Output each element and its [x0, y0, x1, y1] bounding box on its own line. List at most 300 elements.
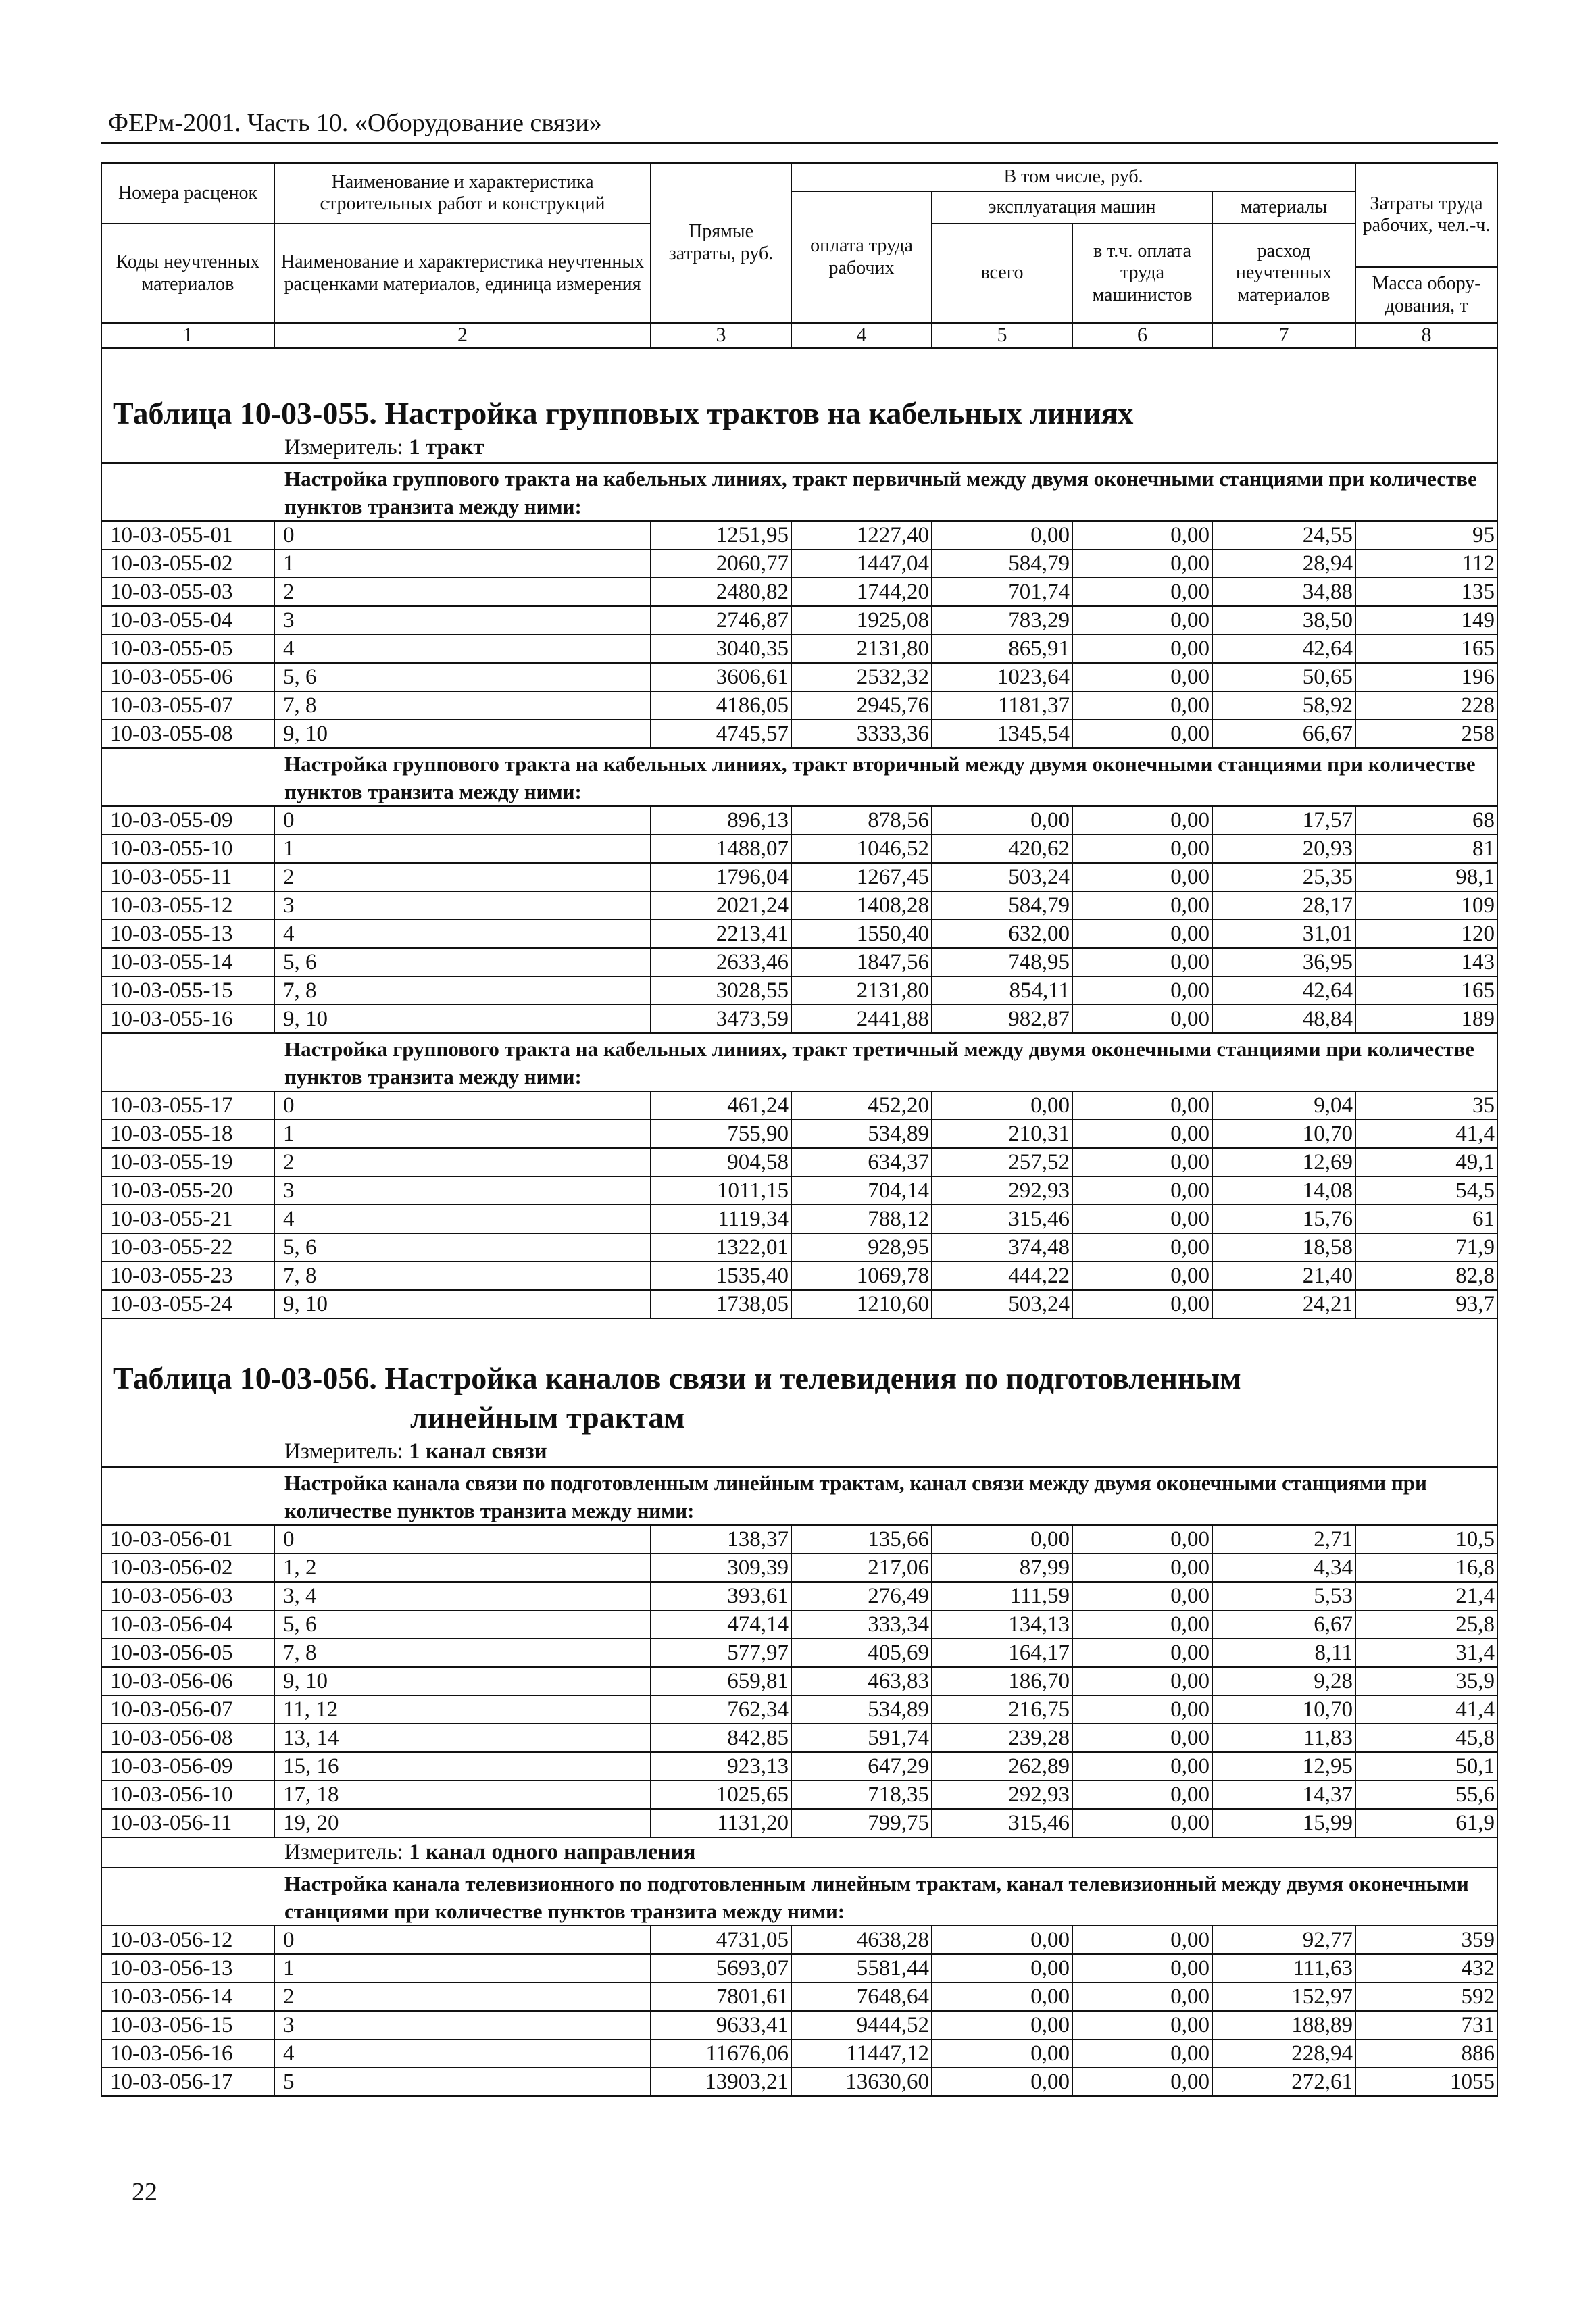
- value-cell: 0,00: [1072, 1091, 1212, 1120]
- value-cell: 0,00: [1072, 1610, 1212, 1639]
- value-cell: 0,00: [1072, 663, 1212, 691]
- value-cell: 0,00: [1072, 976, 1212, 1005]
- header-machine-operation: эксплуатация машин: [932, 191, 1212, 224]
- rate-code: 10-03-055-09: [101, 806, 274, 835]
- table-row: [101, 634, 1497, 663]
- column-number-row: [101, 323, 1497, 348]
- value-cell: 4745,57: [651, 720, 791, 748]
- measure-row: [101, 1437, 1497, 1467]
- value-cell: 81: [1355, 835, 1497, 863]
- rate-code: 10-03-055-16: [101, 1005, 274, 1033]
- value-cell: 82,8: [1355, 1262, 1497, 1290]
- table-row: [101, 835, 1497, 863]
- value-cell: 591,74: [791, 1724, 932, 1752]
- value-cell: 11676,06: [651, 2039, 791, 2068]
- value-cell: 3606,61: [651, 663, 791, 691]
- value-cell: 111,59: [932, 1582, 1072, 1610]
- rate-code: 10-03-055-01: [101, 521, 274, 549]
- value-cell: 659,81: [651, 1667, 791, 1695]
- table-row: [101, 891, 1497, 920]
- table-row: [101, 578, 1497, 606]
- measure-value: 1 тракт: [409, 434, 484, 459]
- value-cell: 2131,80: [791, 634, 932, 663]
- transit-points: 9, 10: [274, 1005, 651, 1033]
- table-row: [101, 1290, 1497, 1318]
- column-number: 7: [1212, 323, 1355, 348]
- value-cell: 189: [1355, 1005, 1497, 1033]
- value-cell: 1447,04: [791, 549, 932, 578]
- table-title-row: [101, 1318, 1497, 1437]
- value-cell: 228,94: [1212, 2039, 1355, 2068]
- value-cell: 292,93: [932, 1176, 1072, 1205]
- table-row: [101, 976, 1497, 1005]
- value-cell: 1046,52: [791, 835, 932, 863]
- transit-points: 1: [274, 1954, 651, 1983]
- value-cell: 41,4: [1355, 1695, 1497, 1724]
- value-cell: 0,00: [1072, 1926, 1212, 1954]
- rate-code: 10-03-056-15: [101, 2011, 274, 2039]
- value-cell: 315,46: [932, 1809, 1072, 1837]
- value-cell: 1322,01: [651, 1233, 791, 1262]
- value-cell: 982,87: [932, 1005, 1072, 1033]
- value-cell: 1251,95: [651, 521, 791, 549]
- value-cell: 0,00: [1072, 1120, 1212, 1148]
- header-material-name: Наименование и характеристика неучтенных расценками материалов, единица измерения: [274, 224, 651, 323]
- value-cell: 1925,08: [791, 606, 932, 634]
- value-cell: 1488,07: [651, 835, 791, 863]
- transit-points: 9, 10: [274, 1290, 651, 1318]
- value-cell: 13630,60: [791, 2068, 932, 2096]
- value-cell: 87,99: [932, 1553, 1072, 1582]
- table-title-line: Таблица 10-03-055. Настройка групповых трактов на кабельных линиях: [113, 395, 1134, 430]
- value-cell: 93,7: [1355, 1290, 1497, 1318]
- value-cell: 9633,41: [651, 2011, 791, 2039]
- rate-code: 10-03-055-12: [101, 891, 274, 920]
- value-cell: 3473,59: [651, 1005, 791, 1033]
- table-row: [101, 2011, 1497, 2039]
- value-cell: 393,61: [651, 1582, 791, 1610]
- value-cell: 0,00: [1072, 634, 1212, 663]
- value-cell: 138,37: [651, 1525, 791, 1553]
- transit-points: 0: [274, 1926, 651, 1954]
- transit-points: 3: [274, 891, 651, 920]
- value-cell: 17,57: [1212, 806, 1355, 835]
- value-cell: 4186,05: [651, 691, 791, 720]
- transit-points: 7, 8: [274, 1262, 651, 1290]
- value-cell: 1210,60: [791, 1290, 932, 1318]
- column-number: 4: [791, 323, 932, 348]
- header-machinist-pay: в т.ч. оплата труда машинистов: [1072, 224, 1212, 323]
- value-cell: 1550,40: [791, 920, 932, 948]
- table-row: [101, 1148, 1497, 1176]
- value-cell: 0,00: [1072, 891, 1212, 920]
- value-cell: 854,11: [932, 976, 1072, 1005]
- value-cell: 0,00: [1072, 806, 1212, 835]
- value-cell: 878,56: [791, 806, 932, 835]
- rate-code: 10-03-056-03: [101, 1582, 274, 1610]
- value-cell: 24,55: [1212, 521, 1355, 549]
- value-cell: 0,00: [1072, 835, 1212, 863]
- transit-points: 5, 6: [274, 663, 651, 691]
- value-cell: 34,88: [1212, 578, 1355, 606]
- value-cell: 120: [1355, 920, 1497, 948]
- transit-points: 0: [274, 1525, 651, 1553]
- value-cell: 647,29: [791, 1752, 932, 1781]
- value-cell: 14,37: [1212, 1781, 1355, 1809]
- value-cell: 0,00: [932, 2068, 1072, 2096]
- value-cell: 5693,07: [651, 1954, 791, 1983]
- column-number: 1: [101, 323, 274, 348]
- value-cell: 2060,77: [651, 549, 791, 578]
- transit-points: 19, 20: [274, 1809, 651, 1837]
- value-cell: 0,00: [932, 1926, 1072, 1954]
- value-cell: 95: [1355, 521, 1497, 549]
- value-cell: 68: [1355, 806, 1497, 835]
- value-cell: 333,34: [791, 1610, 932, 1639]
- value-cell: 210,31: [932, 1120, 1072, 1148]
- value-cell: 38,50: [1212, 606, 1355, 634]
- table-row: [101, 549, 1497, 578]
- value-cell: 577,97: [651, 1639, 791, 1667]
- value-cell: 0,00: [1072, 1781, 1212, 1809]
- value-cell: 4,34: [1212, 1553, 1355, 1582]
- value-cell: 0,00: [1072, 691, 1212, 720]
- value-cell: 748,95: [932, 948, 1072, 976]
- value-cell: 1408,28: [791, 891, 932, 920]
- transit-points: 9, 10: [274, 1667, 651, 1695]
- value-cell: 2945,76: [791, 691, 932, 720]
- rate-code: 10-03-055-15: [101, 976, 274, 1005]
- value-cell: 0,00: [1072, 1954, 1212, 1983]
- value-cell: 9444,52: [791, 2011, 932, 2039]
- value-cell: 2532,32: [791, 663, 932, 691]
- transit-points: 1: [274, 835, 651, 863]
- transit-points: 7, 8: [274, 976, 651, 1005]
- value-cell: 0,00: [1072, 606, 1212, 634]
- section-heading-row: [101, 1033, 1497, 1091]
- rate-code: 10-03-055-08: [101, 720, 274, 748]
- transit-points: 3: [274, 1176, 651, 1205]
- table-title-line: линейным трактам: [410, 1399, 685, 1435]
- value-cell: 55,6: [1355, 1781, 1497, 1809]
- measure-value: 1 канал одного направления: [409, 1840, 696, 1865]
- table-row: [101, 1582, 1497, 1610]
- rate-code: 10-03-055-06: [101, 663, 274, 691]
- section-heading: Настройка группового тракта на кабельных линиях, тракт третичный между двумя оконечными станциями при количестве пунктов транзита между ними:: [101, 1033, 1497, 1091]
- value-cell: 886: [1355, 2039, 1497, 2068]
- value-cell: 24,21: [1212, 1290, 1355, 1318]
- transit-points: 0: [274, 1091, 651, 1120]
- value-cell: 165: [1355, 976, 1497, 1005]
- value-cell: 98,1: [1355, 863, 1497, 891]
- transit-points: 3, 4: [274, 1582, 651, 1610]
- transit-points: 1: [274, 549, 651, 578]
- value-cell: 0,00: [1072, 578, 1212, 606]
- table-row: [101, 1120, 1497, 1148]
- table-row: [101, 1926, 1497, 1954]
- value-cell: 9,28: [1212, 1667, 1355, 1695]
- value-cell: 2480,82: [651, 578, 791, 606]
- value-cell: 186,70: [932, 1667, 1072, 1695]
- value-cell: 592: [1355, 1983, 1497, 2011]
- rate-code: 10-03-056-17: [101, 2068, 274, 2096]
- transit-points: 7, 8: [274, 1639, 651, 1667]
- value-cell: 1119,34: [651, 1205, 791, 1233]
- rate-code: 10-03-056-01: [101, 1525, 274, 1553]
- section-heading: Настройка группового тракта на кабельных линиях, тракт вторичный между двумя оконечными станциями при количестве пунктов транзита между ними:: [101, 748, 1497, 806]
- value-cell: 258: [1355, 720, 1497, 748]
- value-cell: 12,69: [1212, 1148, 1355, 1176]
- header-worker-pay: оплата труда рабочих: [791, 191, 932, 323]
- value-cell: 2,71: [1212, 1525, 1355, 1553]
- value-cell: 11,83: [1212, 1724, 1355, 1752]
- header-including: В том числе, руб.: [791, 163, 1355, 191]
- value-cell: 452,20: [791, 1091, 932, 1120]
- value-cell: 239,28: [932, 1724, 1072, 1752]
- value-cell: 216,75: [932, 1695, 1072, 1724]
- section-heading: Настройка канала телевизионного по подготовленным линейным трактам, канал телевизионный между двумя оконечными станциями при количестве пунктов транзита между ними:: [101, 1868, 1497, 1926]
- value-cell: 3333,36: [791, 720, 932, 748]
- value-cell: 0,00: [932, 1983, 1072, 2011]
- transit-points: 7, 8: [274, 691, 651, 720]
- rate-code: 10-03-055-10: [101, 835, 274, 863]
- value-cell: 0,00: [1072, 920, 1212, 948]
- value-cell: 25,35: [1212, 863, 1355, 891]
- value-cell: 0,00: [1072, 1724, 1212, 1752]
- header-work-name: Наименование и характеристика строительных работ и конструкций: [274, 163, 651, 224]
- value-cell: 4731,05: [651, 1926, 791, 1954]
- value-cell: 923,13: [651, 1752, 791, 1781]
- value-cell: 783,29: [932, 606, 1072, 634]
- value-cell: 420,62: [932, 835, 1072, 863]
- value-cell: 36,95: [1212, 948, 1355, 976]
- column-number: 6: [1072, 323, 1212, 348]
- value-cell: 217,06: [791, 1553, 932, 1582]
- rate-code: 10-03-056-10: [101, 1781, 274, 1809]
- table-row: [101, 920, 1497, 948]
- rate-code: 10-03-055-13: [101, 920, 274, 948]
- header-rate-numbers: Номера расценок: [101, 163, 274, 224]
- value-cell: 0,00: [932, 2011, 1072, 2039]
- table-row: [101, 1525, 1497, 1553]
- value-cell: 1023,64: [932, 663, 1072, 691]
- value-cell: 632,00: [932, 920, 1072, 948]
- value-cell: 292,93: [932, 1781, 1072, 1809]
- value-cell: 58,92: [1212, 691, 1355, 720]
- value-cell: 188,89: [1212, 2011, 1355, 2039]
- table-row: [101, 1809, 1497, 1837]
- table-row: [101, 1610, 1497, 1639]
- section-heading-row: [101, 1868, 1497, 1926]
- table-title: [101, 347, 1497, 432]
- section-heading-row: [101, 463, 1497, 521]
- transit-points: 4: [274, 2039, 651, 2068]
- header-equipment-mass: Масса обору-дования, т: [1355, 267, 1497, 323]
- table-row: [101, 691, 1497, 720]
- transit-points: 4: [274, 634, 651, 663]
- value-cell: 1267,45: [791, 863, 932, 891]
- value-cell: 374,48: [932, 1233, 1072, 1262]
- value-cell: 0,00: [1072, 2011, 1212, 2039]
- rate-code: 10-03-055-22: [101, 1233, 274, 1262]
- column-number: 8: [1355, 323, 1497, 348]
- value-cell: 634,37: [791, 1148, 932, 1176]
- value-cell: 10,70: [1212, 1695, 1355, 1724]
- value-cell: 12,95: [1212, 1752, 1355, 1781]
- table-row: [101, 1954, 1497, 1983]
- rate-code: 10-03-056-09: [101, 1752, 274, 1781]
- value-cell: 5,53: [1212, 1582, 1355, 1610]
- value-cell: 896,13: [651, 806, 791, 835]
- value-cell: 1069,78: [791, 1262, 932, 1290]
- value-cell: 0,00: [1072, 1290, 1212, 1318]
- value-cell: 503,24: [932, 863, 1072, 891]
- value-cell: 25,8: [1355, 1610, 1497, 1639]
- value-cell: 1011,15: [651, 1176, 791, 1205]
- value-cell: 228: [1355, 691, 1497, 720]
- rate-code: 10-03-055-24: [101, 1290, 274, 1318]
- transit-points: 1: [274, 1120, 651, 1148]
- value-cell: 0,00: [1072, 1695, 1212, 1724]
- transit-points: 4: [274, 920, 651, 948]
- value-cell: 28,17: [1212, 891, 1355, 920]
- value-cell: 50,65: [1212, 663, 1355, 691]
- value-cell: 0,00: [1072, 948, 1212, 976]
- rate-code: 10-03-055-11: [101, 863, 274, 891]
- value-cell: 0,00: [1072, 521, 1212, 549]
- value-cell: 444,22: [932, 1262, 1072, 1290]
- value-cell: 2633,46: [651, 948, 791, 976]
- table-title-line: Таблица 10-03-056. Настройка каналов связи и телевидения по подготовленным: [113, 1361, 1241, 1395]
- rate-code: 10-03-056-13: [101, 1954, 274, 1983]
- value-cell: 0,00: [932, 1525, 1072, 1553]
- value-cell: 432: [1355, 1954, 1497, 1983]
- measure-unit: [101, 432, 1497, 463]
- value-cell: 1227,40: [791, 521, 932, 549]
- value-cell: 0,00: [1072, 1233, 1212, 1262]
- section-heading: Настройка канала связи по подготовленным линейным трактам, канал связи между двумя оконечными станциями при количестве пунктов транзита между ними:: [101, 1467, 1497, 1525]
- rate-code: 10-03-055-23: [101, 1262, 274, 1290]
- value-cell: 2131,80: [791, 976, 932, 1005]
- section-heading: Настройка группового тракта на кабельных линиях, тракт первичный между двумя оконечными станциями при количестве пунктов транзита между ними:: [101, 463, 1497, 521]
- value-cell: 262,89: [932, 1752, 1072, 1781]
- value-cell: 31,01: [1212, 920, 1355, 948]
- rate-code: 10-03-055-04: [101, 606, 274, 634]
- table-row: [101, 863, 1497, 891]
- table-row: [101, 1781, 1497, 1809]
- rate-code: 10-03-056-14: [101, 1983, 274, 2011]
- value-cell: 272,61: [1212, 2068, 1355, 2096]
- column-number: 2: [274, 323, 651, 348]
- value-cell: 41,4: [1355, 1120, 1497, 1148]
- value-cell: 92,77: [1212, 1926, 1355, 1954]
- value-cell: 7801,61: [651, 1983, 791, 2011]
- table-row: [101, 1695, 1497, 1724]
- table-row: [101, 2068, 1497, 2096]
- transit-points: 17, 18: [274, 1781, 651, 1809]
- value-cell: 788,12: [791, 1205, 932, 1233]
- rate-code: 10-03-056-02: [101, 1553, 274, 1582]
- value-cell: 9,04: [1212, 1091, 1355, 1120]
- table-row: [101, 720, 1497, 748]
- table-row: [101, 948, 1497, 976]
- header-material-consumption: расход неучтенных материалов: [1212, 224, 1355, 323]
- measure-label: Измеритель:: [284, 1840, 409, 1865]
- value-cell: 2746,87: [651, 606, 791, 634]
- value-cell: 1796,04: [651, 863, 791, 891]
- table-row: [101, 1005, 1497, 1033]
- table-row: [101, 1091, 1497, 1120]
- value-cell: 149: [1355, 606, 1497, 634]
- value-cell: 164,17: [932, 1639, 1072, 1667]
- table-row: [101, 521, 1497, 549]
- value-cell: 0,00: [1072, 1148, 1212, 1176]
- value-cell: 0,00: [1072, 863, 1212, 891]
- table-row: [101, 663, 1497, 691]
- transit-points: 5, 6: [274, 1233, 651, 1262]
- value-cell: 0,00: [1072, 1983, 1212, 2011]
- value-cell: 0,00: [1072, 1752, 1212, 1781]
- value-cell: 2213,41: [651, 920, 791, 948]
- value-cell: 1744,20: [791, 578, 932, 606]
- value-cell: 1181,37: [932, 691, 1072, 720]
- value-cell: 463,83: [791, 1667, 932, 1695]
- value-cell: 704,14: [791, 1176, 932, 1205]
- value-cell: 10,5: [1355, 1525, 1497, 1553]
- value-cell: 276,49: [791, 1582, 932, 1610]
- value-cell: 0,00: [932, 1954, 1072, 1983]
- value-cell: 3028,55: [651, 976, 791, 1005]
- transit-points: 2: [274, 578, 651, 606]
- value-cell: 1055: [1355, 2068, 1497, 2096]
- value-cell: 0,00: [1072, 1582, 1212, 1610]
- table-row: [101, 1176, 1497, 1205]
- table-row: [101, 1553, 1497, 1582]
- transit-points: 1, 2: [274, 1553, 651, 1582]
- transit-points: 11, 12: [274, 1695, 651, 1724]
- value-cell: 904,58: [651, 1148, 791, 1176]
- value-cell: 257,52: [932, 1148, 1072, 1176]
- value-cell: 534,89: [791, 1120, 932, 1148]
- value-cell: 718,35: [791, 1781, 932, 1809]
- value-cell: 701,74: [932, 578, 1072, 606]
- transit-points: 13, 14: [274, 1724, 651, 1752]
- transit-points: 2: [274, 863, 651, 891]
- transit-points: 15, 16: [274, 1752, 651, 1781]
- value-cell: 14,08: [1212, 1176, 1355, 1205]
- transit-points: 2: [274, 1148, 651, 1176]
- table-row: [101, 1639, 1497, 1667]
- value-cell: 71,9: [1355, 1233, 1497, 1262]
- rate-code: 10-03-055-05: [101, 634, 274, 663]
- value-cell: 503,24: [932, 1290, 1072, 1318]
- table-row: [101, 2039, 1497, 2068]
- column-header-table: [101, 162, 1498, 349]
- value-cell: 1847,56: [791, 948, 932, 976]
- value-cell: 309,39: [651, 1553, 791, 1582]
- value-cell: 315,46: [932, 1205, 1072, 1233]
- transit-points: 4: [274, 1205, 651, 1233]
- value-cell: 762,34: [651, 1695, 791, 1724]
- table-row: [101, 1233, 1497, 1262]
- rates-table: [101, 347, 1498, 2097]
- value-cell: 66,67: [1212, 720, 1355, 748]
- value-cell: 0,00: [932, 521, 1072, 549]
- measure-unit: [101, 1837, 1497, 1868]
- value-cell: 0,00: [1072, 1262, 1212, 1290]
- value-cell: 49,1: [1355, 1148, 1497, 1176]
- rate-code: 10-03-056-11: [101, 1809, 274, 1837]
